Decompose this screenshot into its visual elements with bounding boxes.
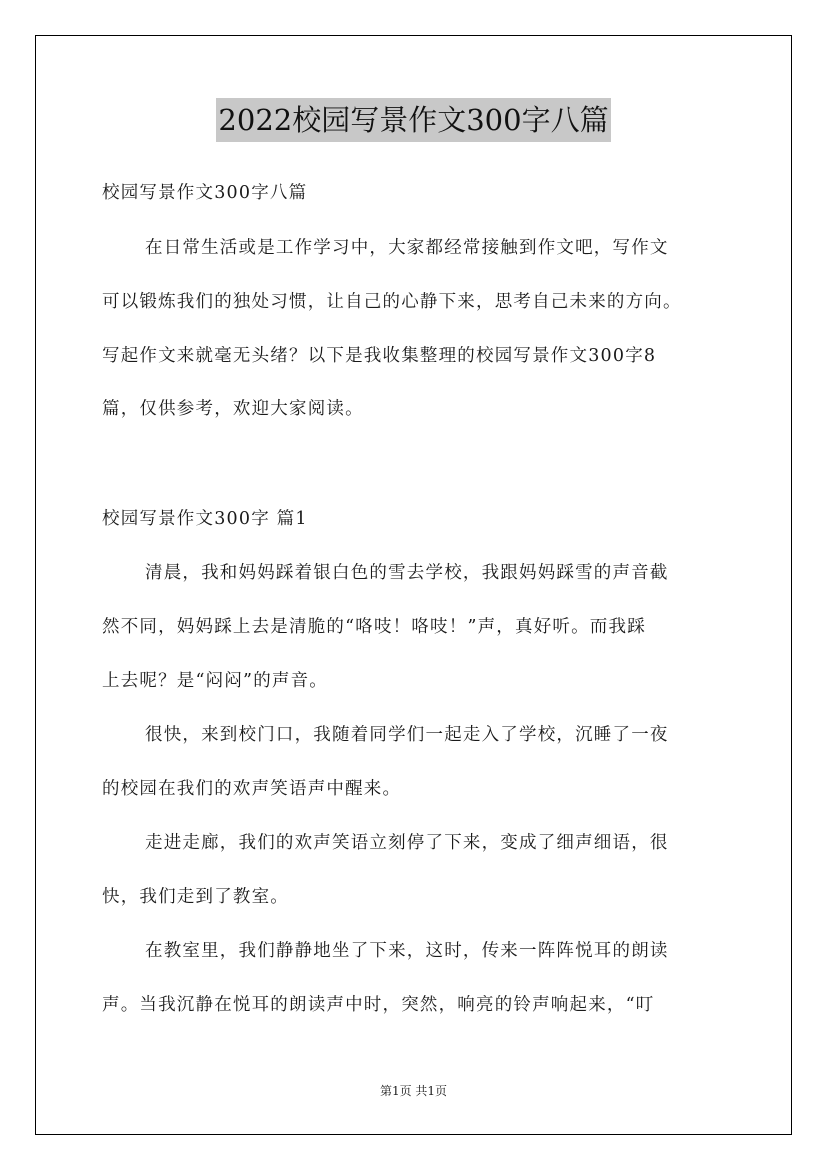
text-line: 的校园在我们的欢声笑语声中醒来。	[102, 779, 402, 799]
subtitle-line: 校园写景作文300字八篇	[102, 183, 308, 203]
page-footer: 第1页 共1页	[379, 1084, 448, 1098]
text-line: 上去呢？是“闷闷”的声音。	[102, 671, 328, 691]
text-line: 在教室里，我们静静地坐了下来，这时，传来一阵阵悦耳的朗读	[145, 941, 669, 961]
document-title: 2022校园写景作文300字八篇	[216, 98, 610, 142]
text-line: 很快，来到校门口，我随着同学们一起走入了学校，沉睡了一夜	[145, 725, 669, 745]
section-heading: 校园写景作文300字 篇1	[102, 509, 308, 529]
text-line: 在日常生活或是工作学习中，大家都经常接触到作文吧，写作文	[145, 238, 669, 258]
title-wrap	[0, 98, 827, 142]
text-line: 清晨，我和妈妈踩着银白色的雪去学校，我跟妈妈踩雪的声音截	[145, 563, 669, 583]
text-line: 声。当我沉静在悦耳的朗读声中时，突然，响亮的铃声响起来，“叮	[102, 995, 655, 1015]
text-line: 写起作文来就毫无头绪？以下是我收集整理的校园写景作文300字8	[102, 346, 657, 366]
text-line: 篇，仅供参考，欢迎大家阅读。	[102, 399, 364, 419]
text-line: 快，我们走到了教室。	[102, 887, 289, 907]
text-line: 可以锻炼我们的独处习惯，让自己的心静下来，思考自己未来的方向。	[102, 292, 682, 312]
text-line: 走进走廊，我们的欢声笑语立刻停了下来，变成了细声细语，很	[145, 833, 669, 853]
text-line: 然不同，妈妈踩上去是清脆的“咯吱！咯吱！”声，真好听。而我踩	[102, 617, 646, 637]
